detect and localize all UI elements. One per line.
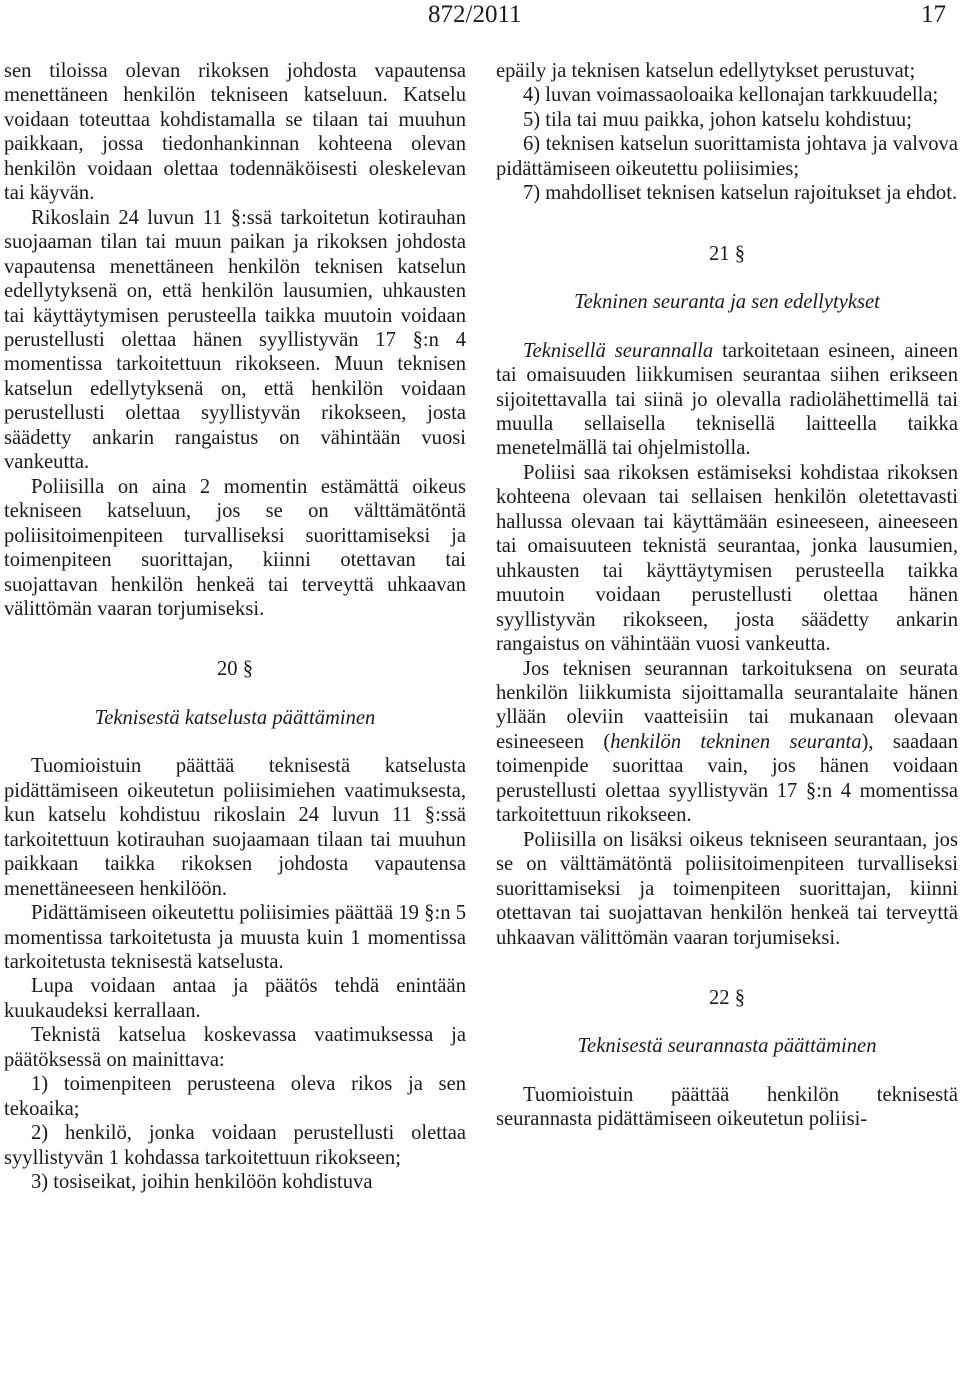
paragraph: Lupa voidaan antaa ja päätös tehdä enintään kuukaudeksi kerrallaan.: [4, 975, 466, 1022]
paragraph-text: Jos teknisen seurannan tarkoituksena on seurata henkilön liikkumista sijoittamalla seurantalaite hänen yllään oleviin vaatteisiin tai mukanaan olevaan esineeseen (: [496, 657, 958, 753]
list-item: 4) luvan voimassaoloaika kellonajan tarkkuudella;: [523, 84, 939, 107]
list-item: 5) tila tai muu paikka, johon katselu kohdistuu;: [523, 108, 912, 131]
paragraph: Teknistä katselua koskevassa vaatimuksessa ja päätöksessä on mainittava:: [4, 1024, 466, 1071]
section-heading-20: Teknisestä katselusta päättäminen: [94, 706, 376, 729]
section-number-20: 20 §: [216, 658, 254, 681]
paragraph: Poliisilla on aina 2 momentin estämättä oikeus tekniseen katseluun, jos se on välttämätöntä poliisitoimenpiteen turvalliseksi suorittamiseksi ja toimenpiteen suorittajan, kiinni otettavan tai suojattavan henkilön henkeä tai terveyttä uhkaavan välittömän vaaran torjumiseksi.: [4, 475, 466, 620]
paragraph-text: tarkoitetaan esineen, aineen tai omaisuuden liikkumisen seurantaa siihen erikseen sijoitettavalla tai siinä jo olevalla radiolähettimellä tai muulla sellaisella teknisellä laitteella taikka menetelmällä tai ohjelmistolla.: [496, 339, 958, 460]
right-column: [496, 59, 958, 1132]
paragraph: [496, 339, 958, 461]
paragraph: Tuomioistuin päättää henkilön teknisestä seurannasta pidättämiseen oikeutetun poliisi-: [496, 1083, 958, 1131]
paragraph: Poliisi saa rikoksen estämiseksi kohdistaa rikoksen kohteena olevaan tai sellaisen henkilön oletettavasti hallussa olevaan tai käyttämään esineeseen, aineeseen tai omaisuuteen teknistä seurantaa, jonka lausumien, uhkausten tai käyttäytymisen perusteella taikka muutoin voidaan perustellusti olettaa hänen syyllistyvän rikokseen, josta säädetty ankarin rangaistus on vähintään vuosi vankeutta.: [496, 461, 958, 656]
list-item: 2) henkilö, jonka voidaan perustellusti olettaa syyllistyvän 1 kohdassa tarkoitettuun rikokseen;: [4, 1122, 466, 1169]
document-number: 872/2011: [428, 1, 522, 28]
paragraph: Tuomioistuin päättää teknisestä katselusta pidättämiseen oikeutetun poliisimiehen vaatimuksesta, kun katselu kohdistuu rikoslain 24 luvun 11 §:ssä tarkoitettuun kotirauhan suojaamaan tilaan tai muuhun paikkaan taikka rikoksen johdosta vapautensa menettäneeseen henkilöön.: [4, 755, 466, 900]
defined-term: henkilön tekninen seuranta: [610, 730, 862, 753]
page-number: 17: [921, 1, 946, 28]
list-item: 7) mahdolliset teknisen katselun rajoitukset ja ehdot.: [523, 182, 958, 205]
section-number-22: 22 §: [708, 986, 746, 1009]
paragraph: [496, 657, 958, 828]
defined-term: Teknisellä seurannalla: [523, 339, 714, 362]
paragraph: Poliisilla on lisäksi oikeus tekniseen seurantaan, jos se on välttämätöntä poliisitoimenpiteen turvalliseksi suorittamiseksi ja toimenpiteen suorittajan, kiinni otettavan tai suojattavan henkilön henkeä tai terveyttä uhkaavan välittömän vaaran torjumiseksi.: [496, 828, 958, 949]
paragraph: sen tiloissa olevan rikoksen johdosta vapautensa menettäneen henkilön tekniseen katseluun. Katselu voidaan toteuttaa kohdistamalla se tilaan tai muuhun paikkaan, jossa tiedonhankinnan kohteena olevan henkilön voidaan olettaa todennäköisesti oleskelevan tai käyvän.: [4, 60, 466, 205]
list-item: 3) tosiseikat, joihin henkilöön kohdistuva: [31, 1171, 373, 1194]
list-item: 6) teknisen katselun suorittamista johtava ja valvova pidättämiseen oikeutettu poliisimies;: [496, 133, 958, 180]
paragraph-text: ), saadaan toimenpide suorittaa vain, jos hänen voidaan perustellusti olettaa syyllistyvän 17 §:n 4 momentissa tarkoitettuun rikokseen.: [496, 730, 958, 827]
left-column: [4, 59, 466, 1194]
section-number-21: 21 §: [708, 242, 746, 265]
list-item: 1) toimenpiteen perusteena oleva rikos ja sen tekoaika;: [4, 1073, 466, 1120]
section-heading-22: Teknisestä seurannasta päättäminen: [577, 1035, 877, 1058]
paragraph: Pidättämiseen oikeutettu poliisimies päättää 19 §:n 5 momentissa tarkoitetusta ja muusta kuin 1 momentissa tarkoitetusta teknisestä katselusta.: [4, 902, 466, 973]
section-heading-21: Tekninen seuranta ja sen edellytykset: [574, 291, 880, 314]
paragraph: Rikoslain 24 luvun 11 §:ssä tarkoitetun kotirauhan suojaaman tilan tai muun paikan ja rikoksen johdosta vapautensa menettäneen henkilön teknisen katselun edellytyksenä on, että henkilön lausumien, uhkausten tai käyttäytymisen perusteella taikka muutoin voidaan perustellusti olettaa hänen syyllistyvän 17 §:n 4 momentissa tarkoitettuun rikokseen. Muun teknisen katselun edellytyksenä on, että henkilön voidaan perustellusti olettaa syyllistyvän rikokseen, josta säädetty ankarin rangaistus on vähintään vuosi vankeutta.: [4, 206, 466, 474]
paragraph: epäily ja teknisen katselun edellytykset perustuvat;: [496, 60, 916, 82]
